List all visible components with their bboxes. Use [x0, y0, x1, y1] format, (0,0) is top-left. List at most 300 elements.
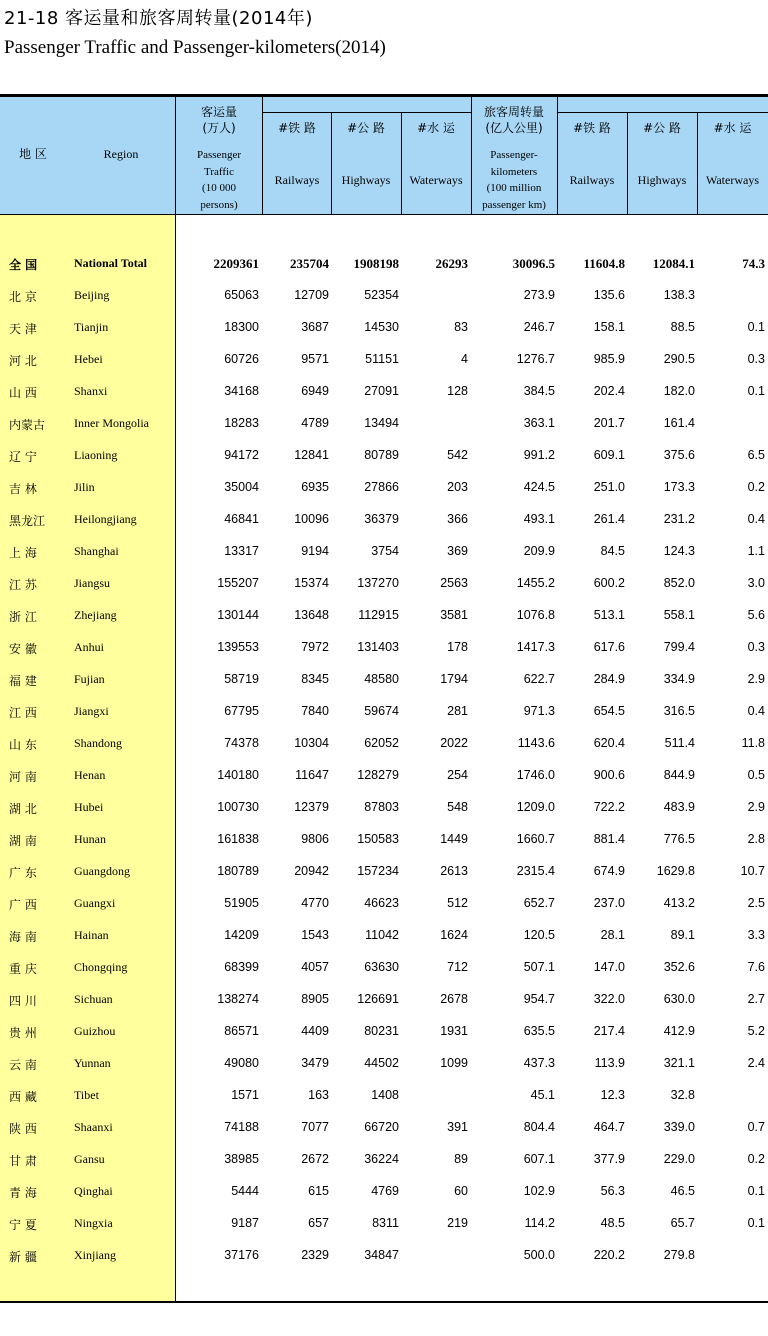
passenger-traffic-cell: 67795: [224, 704, 259, 718]
traffic-waterways-cell: 391: [447, 1120, 468, 1134]
pkm-highways-cell: 558.1: [663, 608, 695, 622]
traffic-waterways-cell: 178: [447, 640, 468, 654]
traffic-waterways-cell: 1624: [440, 928, 468, 942]
passenger-traffic-cell: 65063: [224, 288, 259, 302]
table-row: [0, 792, 768, 824]
pkm-railways-cell: 377.9: [593, 1152, 625, 1166]
table-row: [0, 1240, 768, 1272]
pkm-waterways-cell: 2.9: [747, 672, 765, 686]
pkm-railways-cell: 84.5: [600, 544, 625, 558]
pkm-waterways-cell: 0.4: [747, 512, 765, 526]
table-row: [0, 1080, 768, 1112]
region-name-cn: 安 徽: [9, 642, 37, 656]
region-name-cn: 河 北: [9, 354, 37, 368]
passenger-km-cell: 1746.0: [516, 768, 555, 782]
traffic-waterways-cell: 3581: [440, 608, 468, 622]
pkm-highways-cell: 630.0: [663, 992, 695, 1006]
region-name-cn: 新 疆: [9, 1250, 37, 1264]
traffic-waterways-cell: 366: [447, 512, 468, 526]
pkm-railways-cell: 900.6: [593, 768, 625, 782]
passenger-traffic-cell: 5444: [231, 1184, 259, 1198]
traffic-railways-cell: 12709: [294, 288, 329, 302]
traffic-highways-cell: 51151: [365, 352, 399, 366]
traffic-railways-cell: 615: [308, 1184, 329, 1198]
header-region-en: Region: [103, 147, 139, 161]
pkm-waterways-cell: 2.8: [747, 832, 765, 846]
passenger-traffic-cell: 86571: [224, 1024, 259, 1038]
traffic-highways-cell: 4769: [371, 1184, 399, 1198]
table-bottom-rule: [0, 1301, 768, 1303]
traffic-waterways-cell: 2613: [440, 864, 468, 878]
table-row: [0, 856, 768, 888]
traffic-waterways-cell: 203: [447, 480, 468, 494]
header-pkm-en-4: passenger km): [482, 198, 546, 211]
pkm-railways-cell: 28.1: [600, 928, 625, 942]
traffic-railways-cell: 12841: [294, 448, 329, 462]
pkm-highways-cell: 321.1: [663, 1056, 695, 1070]
region-name-cn: 上 海: [9, 546, 37, 560]
region-name-cn: 广 东: [9, 866, 37, 880]
pkm-waterways-cell: 3.0: [747, 576, 765, 590]
pkm-railways-cell: 56.3: [600, 1184, 625, 1198]
region-name-cn: 全 国: [9, 258, 38, 272]
traffic-highways-cell: 63630: [364, 960, 399, 974]
table-row: [0, 664, 768, 696]
traffic-highways-cell: 150583: [357, 832, 399, 846]
region-name-cn: 江 苏: [9, 578, 37, 592]
pkm-waterways-cell: 3.3: [747, 928, 765, 942]
traffic-railways-cell: 13648: [294, 608, 329, 622]
table-row: [0, 440, 768, 472]
pkm-highways-cell: 844.9: [663, 768, 695, 782]
pkm-highways-cell: 138.3: [663, 288, 695, 302]
passenger-km-cell: 424.5: [523, 480, 555, 494]
pkm-highways-cell: 65.7: [670, 1216, 695, 1230]
page-title-cn: 21-18 客运量和旅客周转量(2014年): [4, 8, 313, 29]
traffic-railways-cell: 2672: [301, 1152, 329, 1166]
pkm-highways-cell: 279.8: [663, 1248, 695, 1262]
pkm-waterways-cell: 2.9: [747, 800, 765, 814]
region-name-en: Shanxi: [74, 384, 108, 398]
traffic-highways-cell: 131403: [357, 640, 399, 654]
region-name-en: Guangdong: [74, 864, 130, 878]
passenger-traffic-cell: 161838: [217, 832, 259, 846]
pkm-waterways-cell: 0.3: [747, 640, 765, 654]
pkm-highways-cell: 413.2: [663, 896, 695, 910]
traffic-railways-cell: 4770: [301, 896, 329, 910]
region-name-en: Guangxi: [74, 896, 116, 910]
region-name-cn: 青 海: [9, 1186, 37, 1200]
passenger-km-cell: 1076.8: [516, 608, 555, 622]
header-railways2-cn: #铁 路: [573, 121, 611, 135]
passenger-traffic-cell: 18300: [224, 320, 259, 334]
header-waterways2-cn: #水 运: [713, 121, 752, 135]
passenger-km-cell: 1417.3: [516, 640, 555, 654]
pkm-railways-cell: 12.3: [600, 1088, 625, 1102]
traffic-railways-cell: 657: [308, 1216, 329, 1230]
passenger-traffic-cell: 60726: [224, 352, 259, 366]
passenger-km-cell: 622.7: [523, 672, 555, 686]
region-name-cn: 福 建: [9, 674, 37, 688]
traffic-highways-cell: 128279: [357, 768, 399, 782]
traffic-railways-cell: 6935: [301, 480, 329, 494]
region-name-en: Hainan: [74, 928, 109, 942]
traffic-railways-cell: 6949: [301, 384, 329, 398]
passenger-traffic-cell: 139553: [217, 640, 259, 654]
header-traffic-en-1: Passenger: [197, 149, 241, 161]
pkm-railways-cell: 722.2: [593, 800, 625, 814]
traffic-highways-cell: 36224: [364, 1152, 399, 1166]
table-row: [0, 280, 768, 312]
pkm-railways-cell: 201.7: [593, 416, 625, 430]
passenger-traffic-cell: 155207: [217, 576, 259, 590]
region-name-en: Jilin: [74, 480, 95, 494]
traffic-highways-cell: 112915: [358, 608, 399, 622]
traffic-waterways-cell: 219: [447, 1216, 468, 1230]
pkm-waterways-cell: 11.8: [741, 736, 765, 750]
pkm-waterways-cell: 2.7: [747, 992, 765, 1006]
pkm-waterways-cell: 6.5: [747, 448, 765, 462]
traffic-highways-cell: 1908198: [353, 256, 399, 271]
passenger-km-cell: 1455.2: [516, 576, 555, 590]
passenger-km-cell: 120.5: [523, 928, 555, 942]
pkm-railways-cell: 135.6: [593, 288, 625, 302]
region-name-en: Shandong: [74, 736, 122, 750]
traffic-waterways-cell: 1449: [440, 832, 468, 846]
pkm-waterways-cell: 0.1: [747, 384, 765, 398]
region-name-cn: 山 西: [9, 386, 37, 400]
pkm-highways-cell: 852.0: [663, 576, 695, 590]
traffic-waterways-cell: 2678: [440, 992, 468, 1006]
pkm-highways-cell: 231.2: [663, 512, 695, 526]
passenger-km-cell: 1276.7: [516, 352, 555, 366]
traffic-waterways-cell: 4: [461, 352, 468, 366]
traffic-railways-cell: 10096: [294, 512, 329, 526]
table-row: [0, 984, 768, 1016]
header-traffic-en-3: (10 000: [202, 182, 236, 194]
table-row: [0, 728, 768, 760]
region-name-cn: 浙 江: [9, 610, 37, 624]
region-name-en: National Total: [74, 256, 148, 270]
passenger-traffic-cell: 46841: [224, 512, 259, 526]
passenger-traffic-cell: 38985: [224, 1152, 259, 1166]
traffic-waterways-cell: 1931: [440, 1024, 468, 1038]
traffic-railways-cell: 163: [308, 1088, 329, 1102]
pkm-highways-cell: 483.9: [663, 800, 695, 814]
pkm-highways-cell: 32.8: [670, 1088, 695, 1102]
header-waterways2-en: Waterways: [705, 173, 759, 187]
pkm-railways-cell: 217.4: [593, 1024, 625, 1038]
pkm-highways-cell: 1629.8: [656, 864, 695, 878]
pkm-highways-cell: 229.0: [663, 1152, 695, 1166]
traffic-highways-cell: 48580: [364, 672, 399, 686]
table-row: [0, 600, 768, 632]
pkm-waterways-cell: 0.1: [747, 1184, 765, 1198]
pkm-highways-cell: 161.4: [663, 416, 695, 430]
pkm-railways-cell: 261.4: [593, 512, 625, 526]
header-highways2-cn: #公 路: [643, 121, 681, 135]
region-name-en: Tianjin: [74, 320, 109, 334]
table-row: [0, 376, 768, 408]
passenger-km-cell: 246.7: [523, 320, 555, 334]
region-name-cn: 内蒙古: [9, 418, 46, 432]
pkm-waterways-cell: 0.3: [747, 352, 765, 366]
region-name-cn: 北 京: [9, 290, 37, 304]
traffic-railways-cell: 11647: [295, 768, 329, 782]
traffic-highways-cell: 44502: [364, 1056, 399, 1070]
passenger-km-cell: 1143.6: [517, 736, 555, 750]
traffic-waterways-cell: 26293: [435, 256, 468, 271]
region-name-cn: 山 东: [9, 738, 37, 752]
region-name-cn: 甘 肃: [9, 1154, 37, 1168]
passenger-km-cell: 493.1: [523, 512, 555, 526]
col-divider: [262, 94, 263, 214]
passenger-traffic-cell: 180789: [217, 864, 259, 878]
region-name-en: Shanghai: [74, 544, 119, 558]
traffic-waterways-cell: 548: [447, 800, 468, 814]
pkm-railways-cell: 513.1: [593, 608, 625, 622]
passenger-traffic-cell: 100730: [217, 800, 259, 814]
page-title-en: Passenger Traffic and Passenger-kilometers(2014): [4, 37, 386, 58]
traffic-railways-cell: 8345: [301, 672, 329, 686]
traffic-highways-cell: 8311: [372, 1216, 399, 1230]
passenger-km-cell: 273.9: [523, 288, 555, 302]
pkm-railways-cell: 600.2: [593, 576, 625, 590]
table-row: [0, 1144, 768, 1176]
region-name-en: Jiangsu: [74, 576, 110, 590]
pkm-railways-cell: 620.4: [593, 736, 625, 750]
table-row: [0, 1048, 768, 1080]
pkm-highways-cell: 339.0: [663, 1120, 695, 1134]
table-row: [0, 1176, 768, 1208]
traffic-highways-cell: 27866: [364, 480, 399, 494]
pkm-railways-cell: 284.9: [593, 672, 625, 686]
region-name-en: Sichuan: [74, 992, 113, 1006]
passenger-traffic-cell: 58719: [224, 672, 259, 686]
passenger-traffic-cell: 51905: [224, 896, 259, 910]
traffic-waterways-cell: 1099: [440, 1056, 468, 1070]
region-name-en: Hunan: [74, 832, 106, 846]
traffic-railways-cell: 4057: [301, 960, 329, 974]
pkm-railways-cell: 48.5: [600, 1216, 625, 1230]
header-waterways-cn: #水 运: [417, 121, 455, 135]
pkm-railways-cell: 202.4: [593, 384, 625, 398]
pkm-railways-cell: 881.4: [593, 832, 625, 846]
table-row: [0, 888, 768, 920]
region-name-cn: 广 西: [9, 898, 37, 912]
passenger-km-cell: 971.3: [523, 704, 555, 718]
region-name-en: Beijing: [74, 288, 110, 302]
pkm-waterways-cell: 74.3: [742, 256, 765, 271]
region-name-cn: 湖 南: [9, 834, 37, 848]
header-pkm-unit: (亿人公里): [485, 121, 543, 135]
pkm-waterways-cell: 5.2: [747, 1024, 765, 1038]
pkm-waterways-cell: 0.7: [747, 1120, 765, 1134]
region-name-en: Fujian: [74, 672, 105, 686]
region-name-cn: 贵 州: [9, 1026, 37, 1040]
region-name-en: Henan: [74, 768, 106, 782]
traffic-highways-cell: 126691: [357, 992, 399, 1006]
pkm-highways-cell: 799.4: [663, 640, 695, 654]
passenger-km-cell: 384.5: [523, 384, 555, 398]
region-name-cn: 黑龙江: [9, 514, 46, 528]
passenger-traffic-cell: 18283: [224, 416, 259, 430]
traffic-waterways-cell: 60: [454, 1184, 468, 1198]
table-row: [0, 568, 768, 600]
region-name-en: Hubei: [74, 800, 104, 814]
passenger-km-cell: 607.1: [523, 1152, 555, 1166]
region-name-cn: 江 西: [9, 706, 37, 720]
passenger-traffic-cell: 130144: [217, 608, 259, 622]
traffic-highways-cell: 11042: [365, 928, 399, 942]
pkm-highways-cell: 88.5: [670, 320, 695, 334]
region-name-en: Xinjiang: [74, 1248, 116, 1262]
passenger-traffic-cell: 140180: [217, 768, 259, 782]
pkm-highways-cell: 89.1: [670, 928, 695, 942]
region-name-en: Jiangxi: [74, 704, 109, 718]
traffic-railways-cell: 3687: [301, 320, 329, 334]
header-traffic-unit: (万人): [202, 121, 236, 135]
traffic-highways-cell: 27091: [364, 384, 399, 398]
region-name-en: Chongqing: [74, 960, 128, 974]
pkm-waterways-cell: 1.1: [747, 544, 765, 558]
region-name-en: Ningxia: [74, 1216, 113, 1230]
table-row: [0, 920, 768, 952]
traffic-waterways-cell: 2563: [440, 576, 468, 590]
passenger-km-cell: 500.0: [523, 1248, 555, 1262]
region-name-cn: 四 川: [9, 994, 37, 1008]
pkm-railways-cell: 985.9: [593, 352, 625, 366]
pkm-railways-cell: 147.0: [593, 960, 625, 974]
region-name-en: Heilongjiang: [74, 512, 137, 526]
pkm-railways-cell: 464.7: [593, 1120, 625, 1134]
passenger-km-cell: 635.5: [523, 1024, 555, 1038]
table-row: [0, 472, 768, 504]
pkm-highways-cell: 334.9: [663, 672, 695, 686]
pkm-railways-cell: 654.5: [593, 704, 625, 718]
header-group-rule-1: [262, 112, 471, 113]
region-name-cn: 陕 西: [9, 1122, 37, 1136]
table-row: [0, 408, 768, 440]
header-railways-cn: #铁 路: [278, 121, 316, 135]
region-name-cn: 海 南: [9, 930, 37, 944]
traffic-highways-cell: 80231: [364, 1024, 399, 1038]
traffic-railways-cell: 15374: [294, 576, 329, 590]
traffic-railways-cell: 7840: [301, 704, 329, 718]
passenger-km-cell: 30096.5: [512, 256, 555, 271]
region-name-cn: 重 庆: [9, 962, 37, 976]
table-row-national-total: [0, 248, 768, 280]
pkm-highways-cell: 375.6: [663, 448, 695, 462]
pkm-railways-cell: 113.9: [594, 1056, 625, 1070]
traffic-highways-cell: 62052: [364, 736, 399, 750]
traffic-railways-cell: 12379: [294, 800, 329, 814]
traffic-waterways-cell: 2022: [440, 736, 468, 750]
traffic-highways-cell: 36379: [364, 512, 399, 526]
region-name-en: Tibet: [74, 1088, 99, 1102]
passenger-km-cell: 2315.4: [516, 864, 555, 878]
region-name-cn: 西 藏: [9, 1090, 37, 1104]
passenger-traffic-cell: 138274: [217, 992, 259, 1006]
table-row: [0, 536, 768, 568]
region-name-en: Hebei: [74, 352, 103, 366]
region-name-cn: 云 南: [9, 1058, 37, 1072]
pkm-railways-cell: 237.0: [593, 896, 625, 910]
traffic-waterways-cell: 712: [447, 960, 468, 974]
pkm-highways-cell: 316.5: [663, 704, 695, 718]
pkm-waterways-cell: 2.4: [747, 1056, 765, 1070]
header-pkm-en-2: kilometers: [490, 165, 538, 178]
passenger-km-cell: 804.4: [523, 1120, 555, 1134]
region-name-cn: 河 南: [9, 770, 37, 784]
passenger-traffic-cell: 74378: [224, 736, 259, 750]
pkm-highways-cell: 352.6: [663, 960, 695, 974]
traffic-railways-cell: 10304: [294, 736, 329, 750]
passenger-traffic-cell: 2209361: [213, 256, 259, 271]
pkm-waterways-cell: 0.2: [747, 1152, 765, 1166]
traffic-railways-cell: 4409: [301, 1024, 329, 1038]
table-row: [0, 1208, 768, 1240]
pkm-waterways-cell: 5.6: [747, 608, 765, 622]
region-name-en: Gansu: [74, 1152, 105, 1166]
traffic-railways-cell: 235704: [290, 256, 329, 271]
traffic-railways-cell: 20942: [294, 864, 329, 878]
pkm-waterways-cell: 2.5: [747, 896, 765, 910]
pkm-highways-cell: 182.0: [663, 384, 695, 398]
traffic-highways-cell: 137270: [357, 576, 399, 590]
traffic-waterways-cell: 89: [454, 1152, 468, 1166]
passenger-traffic-table: [0, 94, 768, 1304]
header-highways-cn: #公 路: [347, 121, 385, 135]
region-name-en: Anhui: [74, 640, 104, 654]
pkm-railways-cell: 251.0: [593, 480, 625, 494]
traffic-waterways-cell: 512: [447, 896, 468, 910]
passenger-km-cell: 209.9: [523, 544, 555, 558]
region-name-en: Shaanxi: [74, 1120, 113, 1134]
pkm-waterways-cell: 10.7: [740, 864, 765, 878]
header-traffic-cn: 客运量: [200, 105, 237, 119]
table-row: [0, 312, 768, 344]
table-row: [0, 824, 768, 856]
header-pkm-en-3: (100 million: [486, 182, 542, 194]
table-top-rule: [0, 94, 768, 97]
passenger-km-cell: 363.1: [523, 416, 555, 430]
passenger-traffic-cell: 9187: [231, 1216, 259, 1230]
traffic-railways-cell: 4789: [301, 416, 329, 430]
traffic-waterways-cell: 128: [447, 384, 468, 398]
traffic-railways-cell: 9194: [301, 544, 329, 558]
passenger-km-cell: 1209.0: [516, 800, 555, 814]
region-name-en: Yunnan: [74, 1056, 111, 1070]
traffic-highways-cell: 157234: [357, 864, 399, 878]
traffic-highways-cell: 34847: [364, 1248, 399, 1262]
passenger-traffic-cell: 1571: [231, 1088, 259, 1102]
traffic-railways-cell: 8905: [301, 992, 329, 1006]
header-traffic-en-2: Traffic: [204, 165, 234, 178]
pkm-highways-cell: 290.5: [663, 352, 695, 366]
header-pkm-cn: 旅客周转量: [483, 105, 544, 119]
traffic-highways-cell: 52354: [364, 288, 399, 302]
table-row: [0, 344, 768, 376]
header-bottom-rule: [0, 214, 768, 215]
table-row: [0, 696, 768, 728]
traffic-railways-cell: 1543: [301, 928, 329, 942]
passenger-km-cell: 102.9: [523, 1184, 555, 1198]
traffic-waterways-cell: 281: [447, 704, 468, 718]
pkm-waterways-cell: 0.1: [747, 1216, 765, 1230]
traffic-highways-cell: 59674: [364, 704, 399, 718]
traffic-railways-cell: 3479: [301, 1056, 329, 1070]
